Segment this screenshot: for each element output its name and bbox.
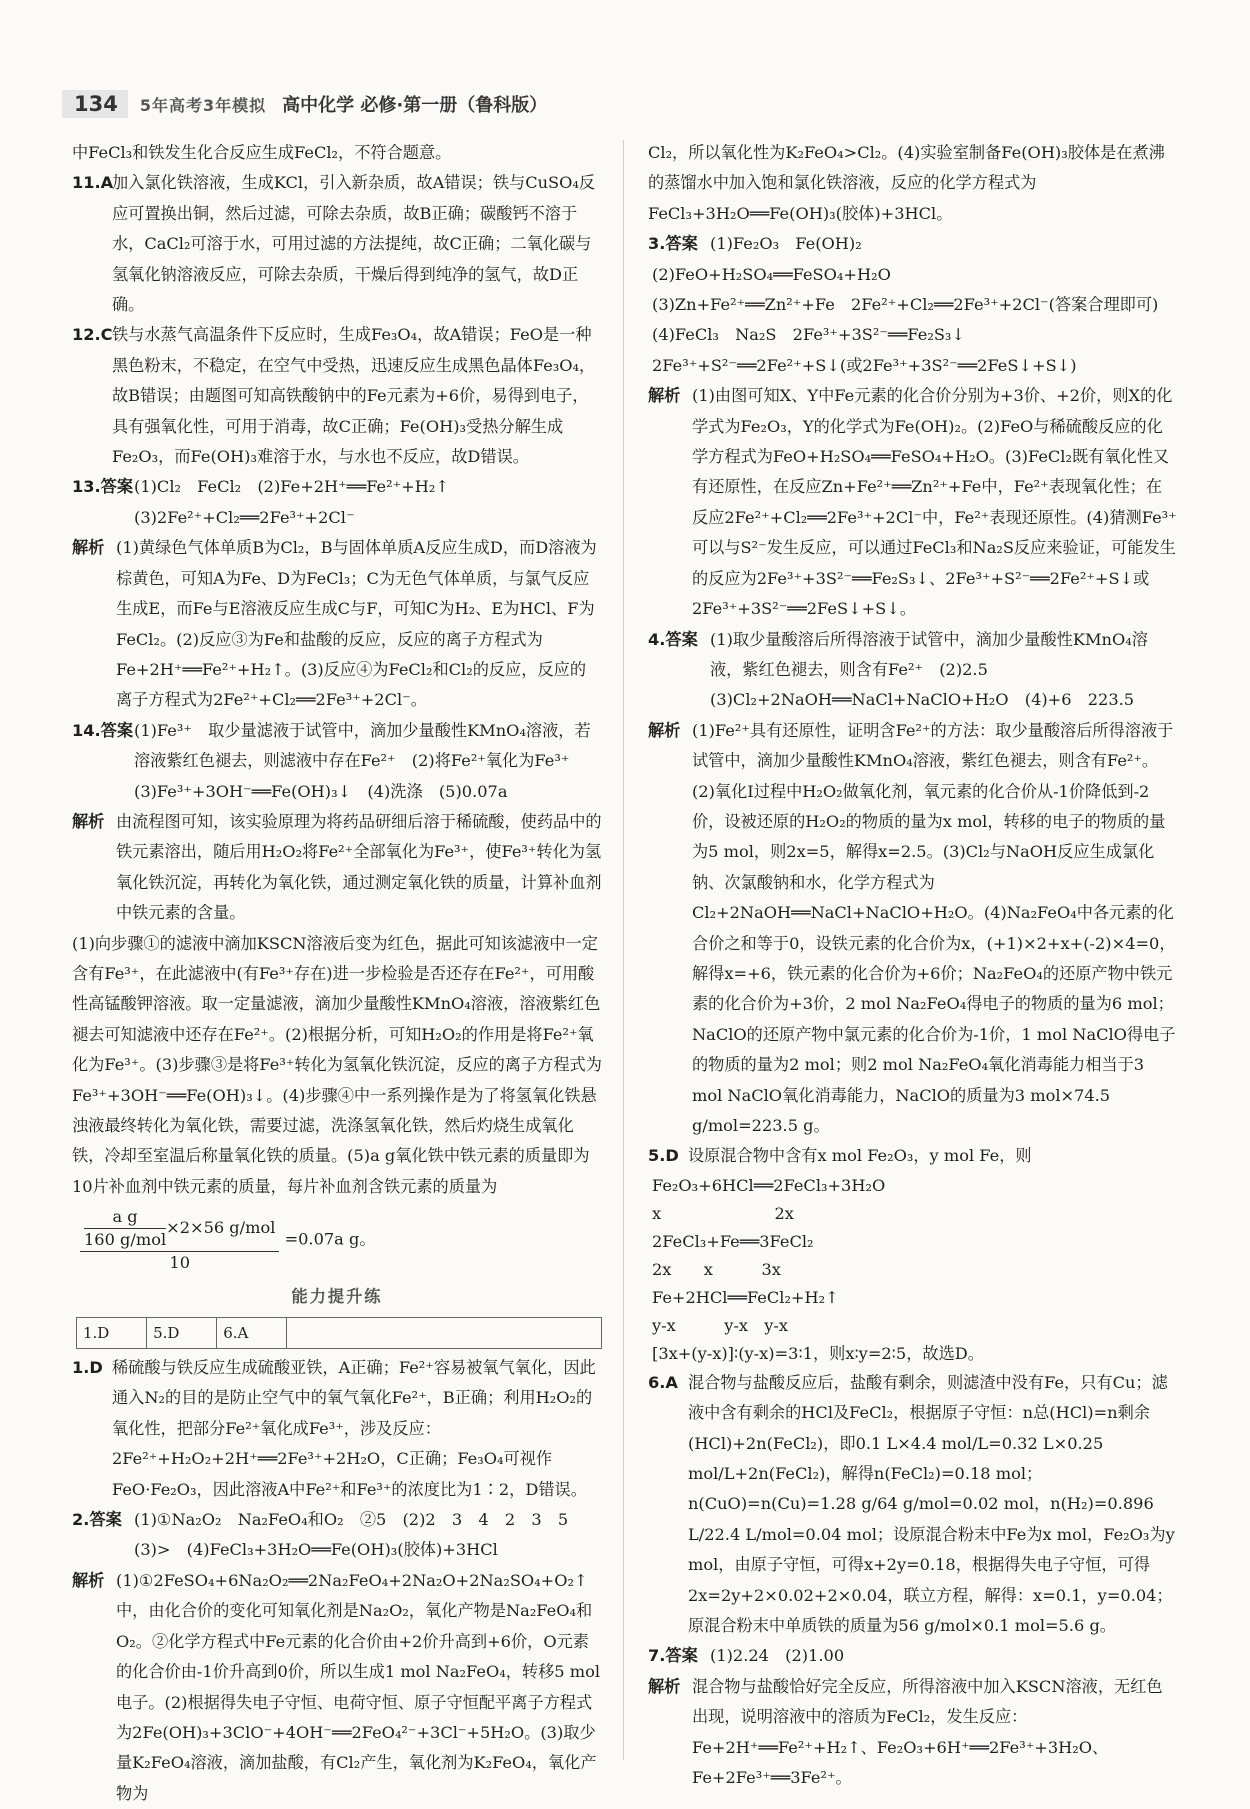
answer-item: 6.A 混合物与盐酸反应后，盐酸有剩余，则滤渣中没有Fe，只有Cu；滤液中含有剩余的HCl及FeCl₂，根据原子守恒：n总(HCl)=n剩余(HCl)+2n(FeCl₂)，即0.1 L×4.4 mol/L=0.32 L×0.25 mol/L+2n(FeCl₂)，解得n(FeCl₂)=0.18 mol；n(CuO)=n(Cu)=1.28 g/64 g/mol=0.02 mol，n(H₂)=0.896 L/22.4 L/mol=0.04 mol；设原混合粉末中Fe为x mol，Fe₂O₃为y mol，由原子守恒，可得x+2y=0.18，根据得失电子守恒，可得2x=2y+2×0.02+2×0.04，联立方程，解得：x=0.1，y=0.04；原混合粉末中单质铁的质量为56 g/mol×0.1 mol=5.6 g。: [648, 1372, 1175, 1636]
analysis-item: 解析 混合物与盐酸恰好完全反应，所得溶液中加入KSCN溶液，无红色出现，说明溶液中的溶质为FeCl₂，发生反应：Fe+2H⁺══Fe²⁺+H₂↑、Fe₂O₃+6H⁺══2Fe³⁺+3H₂O、Fe+2Fe³⁺══3Fe²⁺。: [648, 1676, 1163, 1788]
analysis-item: 解析 (1)黄绿色气体单质B为Cl₂，B与固体单质A反应生成D，而D溶液为棕黄色，可知A为Fe、D为FeCl₃；C为无色气体单质，与氯气反应生成E，而Fe与E溶液反应生成C与F，可知C为H₂、E为HCl、F为FeCl₂。(2)反应③为Fe和盐酸的反应，反应的离子方程式为Fe+2H⁺══Fe²⁺+H₂↑。(3)反应④为FeCl₂和Cl₂的反应，反应的离子方程式为2Fe²⁺+Cl₂══2Fe³⁺+2Cl⁻。: [72, 538, 597, 710]
analysis-item: Cl₂，所以氧化性为K₂FeO₄>Cl₂。(4)实验室制备Fe(OH)₃胶体是在煮沸的蒸馏水中加入饱和氯化铁溶液，反应的化学方程式为FeCl₃+3H₂O══Fe(OH)₃(胶体)+3HCl。: [648, 143, 1165, 223]
left-column: [72, 138, 602, 1809]
column-divider: [623, 140, 624, 1760]
analysis-item: 解析 由流程图可知，该实验原理为将药品研细后溶于稀硫酸，使药品中的铁元素溶出，随后用H₂O₂将Fe²⁺全部氧化为Fe³⁺，使Fe³⁺转化为氢氧化铁沉淀，再转化为氧化铁，通过测定氧化铁的质量，计算补血剂中铁元素的含量。: [72, 811, 602, 923]
analysis-item: 解析 (1)①2FeSO₄+6Na₂O₂══2Na₂FeO₄+2Na₂O+2Na₂SO₄+O₂↑中，由化合价的变化可知氧化剂是Na₂O₂，氧化产物是Na₂FeO₄和O₂。②化学方程式中Fe元素的化合价由+2价升高到+6价，O元素的化合价由-1价升高到0价，所以生成1 mol Na₂FeO₄，转移5 mol电子。(2)根据得失电子守恒、电荷守恒、原子守恒配平离子方程式为2Fe(OH)₃+3ClO⁻+4OH⁻══2FeO₄²⁻+3Cl⁻+5H₂O。(3)取少量K₂FeO₄溶液，滴加盐酸，有Cl₂产生，氧化剂为K₂FeO₄，氧化产物为: [72, 1570, 601, 1803]
answer-item: 13.答案 (1)Cl₂ FeCl₂ (2)Fe+2H⁺══Fe²⁺+H₂↑ (3)2Fe²⁺+Cl₂══2Fe³⁺+2Cl⁻: [72, 477, 466, 527]
answer-item: 中FeCl₃和铁发生化合反应生成FeCl₂，不符合题意。: [72, 143, 452, 162]
analysis-item: 解析 (1)由图可知X、Y中Fe元素的化合价分别为+3价、+2价，则X的化学式为Fe₂O₃，Y的化学式为Fe(OH)₂。(2)FeO与稀硫酸反应的化学方程式为FeO+H₂SO₄══FeSO₄+H₂O。(3)FeCl₂既有氧化性又有还原性，在反应Zn+Fe²⁺══Zn²⁺+Fe中，Fe²⁺表现氧化性；在反应2Fe²⁺+Cl₂══2Fe³⁺+2Cl⁻中，Fe²⁺表现还原性。(4)猜测Fe³⁺可以与S²⁻发生反应，可以通过FeCl₃和Na₂S反应来验证，可能发生的反应为2Fe³⁺+3S²⁻══Fe₂S₃↓、2Fe³⁺+S²⁻══2Fe²⁺+S↓或2Fe³⁺+3S²⁻══2FeS↓+S↓。: [648, 386, 1177, 619]
answer-item: 3.答案 (1)Fe₂O₃ Fe(OH)₂: [648, 234, 862, 254]
answer-table: [76, 1317, 602, 1349]
answer-item: 14.答案 (1)Fe³⁺ 取少量滤液于试管中，滴加少量酸性KMnO₄溶液，若溶液紫红色褪去，则滤液中存在Fe²⁺ (2)将Fe²⁺氧化为Fe³⁺ (3)Fe³⁺+3OH⁻══Fe(OH)₃↓ (4)洗涤 (5)0.07a: [72, 720, 591, 801]
table-cell: 5.D: [147, 1317, 217, 1348]
formula-fraction: $\frac{\text{a g}}{\text{160 g/mol}}$ ×2×56 g/mol 10: [80, 1206, 279, 1274]
table-cell: 1.D: [77, 1317, 147, 1348]
formula: $\frac{\text{a g}}{\text{160 g/mol}}$ ×2×56 g/mol 10 =0.07a g。: [72, 1206, 602, 1274]
answer-item: 11.A 加入氯化铁溶液，生成KCl，引入新杂质，故A错误；铁与CuSO₄反应可置换出铜，然后过滤，可除去杂质，故B正确；碳酸钙不溶于水，CaCl₂可溶于水，可用过滤的方法提纯，故C正确；二氧化碳与氢氧化钠溶液反应，可除去杂质，干燥后得到纯净的氢气，故D正确。: [72, 173, 596, 315]
answer-item: (3)Zn+Fe²⁺══Zn²⁺+Fe 2Fe²⁺+Cl₂══2Fe³⁺+2Cl⁻(答案合理即可): [652, 295, 1159, 315]
page-number: 134: [62, 90, 128, 118]
analysis-item: (1)向步骤①的滤液中滴加KSCN溶液后变为红色，据此可知该滤液中一定含有Fe³⁺，在此滤液中(有Fe³⁺存在)进一步检验是否还存在Fe²⁺，可用酸性高锰酸钾溶液。取一定量滤液，滴加少量酸性KMnO₄溶液，溶液紫红色褪去可知滤液中还存在Fe²⁺。(2)根据分析，可知H₂O₂的作用是将Fe²⁺氧化为Fe³⁺。(3)步骤③是将Fe³⁺转化为氢氧化铁沉淀，反应的离子方程式为Fe³⁺+3OH⁻══Fe(OH)₃↓。(4)步骤④中一系列操作是为了将氢氧化铁悬浊液最终转化为氧化铁，需要过滤，洗涤氢氧化铁，然后灼烧生成氧化铁，冷却至室温后称量氧化铁的质量。(5)a g氧化铁中铁元素的质量即为10片补血剂中铁元素的质量，每片补血剂含铁元素的质量为: [72, 933, 602, 1196]
book-title: 高中化学 必修·第一册（鲁科版）: [282, 95, 548, 116]
right-column: [648, 138, 1178, 1794]
equation-block: Fe₂O₃+6HCl══2FeCl₃+3H₂O x 2x 2FeCl₃+Fe══3FeCl₂ 2x x 3x Fe+2HCl══FeCl₂+H₂↑ y-x y-x y-x [3x+(y-x)]∶(y-x)=3∶1，则x∶y=2∶5，故选D。: [652, 1175, 984, 1363]
analysis-item: 解析 (1)Fe²⁺具有还原性，证明含Fe²⁺的方法：取少量酸溶后所得溶液于试管中，滴加少量酸性KMnO₄溶液，紫红色褪去，则含有Fe²⁺。(2)氧化Ⅰ过程中H₂O₂做氧化剂，氧元素的化合价从-1价降低到-2价，设被还原的H₂O₂的物质的量为x mol，转移的电子的物质的量为5 mol，则2x=5，解得x=2.5。(3)Cl₂与NaOH反应生成氯化钠、次氯酸钠和水，化学方程式为Cl₂+2NaOH══NaCl+NaClO+H₂O。(4)Na₂FeO₄中各元素的化合价之和等于0，设铁元素的化合价为x，(+1)×2+x+(-2)×4=0，解得x=+6，铁元素的化合价为+6价；Na₂FeO₄的还原产物中铁元素的化合价为+3价，2 mol Na₂FeO₄得电子的物质的量为6 mol；NaClO的还原产物中氯元素的化合价为-1价，1 mol NaClO得电子的物质的量为2 mol；则2 mol Na₂FeO₄氧化消毒能力相当于3 mol NaClO氧化消毒能力，NaClO的质量为3 mol×74.5 g/mol=223.5 g。: [648, 720, 1176, 1135]
page-header: [62, 84, 547, 124]
table-cell: [287, 1317, 602, 1348]
table-cell: 6.A: [217, 1317, 287, 1348]
answer-item: (2)FeO+H₂SO₄══FeSO₄+H₂O: [652, 264, 891, 284]
answer-item: 2.答案 (1)①Na₂O₂ Na₂FeO₄和O₂ ②5 (2)2 3 4 2 3 5 (3)> (4)FeCl₃+3H₂O══Fe(OH)₃(胶体)+3HCl: [72, 1510, 585, 1560]
answer-item: 4.答案 (1)取少量酸溶后所得溶液于试管中，滴加少量酸性KMnO₄溶液，紫红色褪去，则含有Fe²⁺ (2)2.5 (3)Cl₂+2NaOH══NaCl+NaClO+H₂O (4)+6 223.5: [648, 629, 1148, 710]
answer-item: 5.D 设原混合物中含有x mol Fe₂O₃，y mol Fe，则: [648, 1146, 1032, 1166]
answer-item: (4)FeCl₃ Na₂S 2Fe³⁺+3S²⁻══Fe₂S₃↓ 2Fe³⁺+S²⁻══2Fe²⁺+S↓(或2Fe³⁺+3S²⁻══2FeS↓+S↓): [652, 325, 1077, 375]
answer-item: 1.D 稀硫酸与铁反应生成硫酸亚铁，A正确；Fe²⁺容易被氧气氧化，因此通入N₂的目的是防止空气中的氧气氧化Fe²⁺，B正确；利用H₂O₂的氧化性，把部分Fe²⁺氧化成Fe³⁺，涉及反应：2Fe²⁺+H₂O₂+2H⁺══2Fe³⁺+2H₂O，C正确；Fe₃O₄可视作FeO·Fe₂O₃，因此溶液A中Fe²⁺和Fe³⁺的浓度比为1∶2，D错误。: [72, 1358, 596, 1499]
answer-item: 12.C 铁与水蒸气高温条件下反应时，生成Fe₃O₄，故A错误；FeO是一种黑色粉末，不稳定，在空气中受热，迅速反应生成黑色晶体Fe₃O₄，故B错误；由题图可知高铁酸钠中的Fe元素为+6价，易得到电子，具有强氧化性，可用于消毒，故C正确；Fe(OH)₃受热分解生成Fe₂O₃，而Fe(OH)₃难溶于水，与水也不反应，故D错误。: [72, 325, 596, 467]
section-title: 能力提升练: [291, 1287, 383, 1307]
answer-item: 7.答案 (1)2.24 (2)1.00: [648, 1646, 845, 1666]
series-title: 5年高考3年模拟: [139, 95, 267, 115]
